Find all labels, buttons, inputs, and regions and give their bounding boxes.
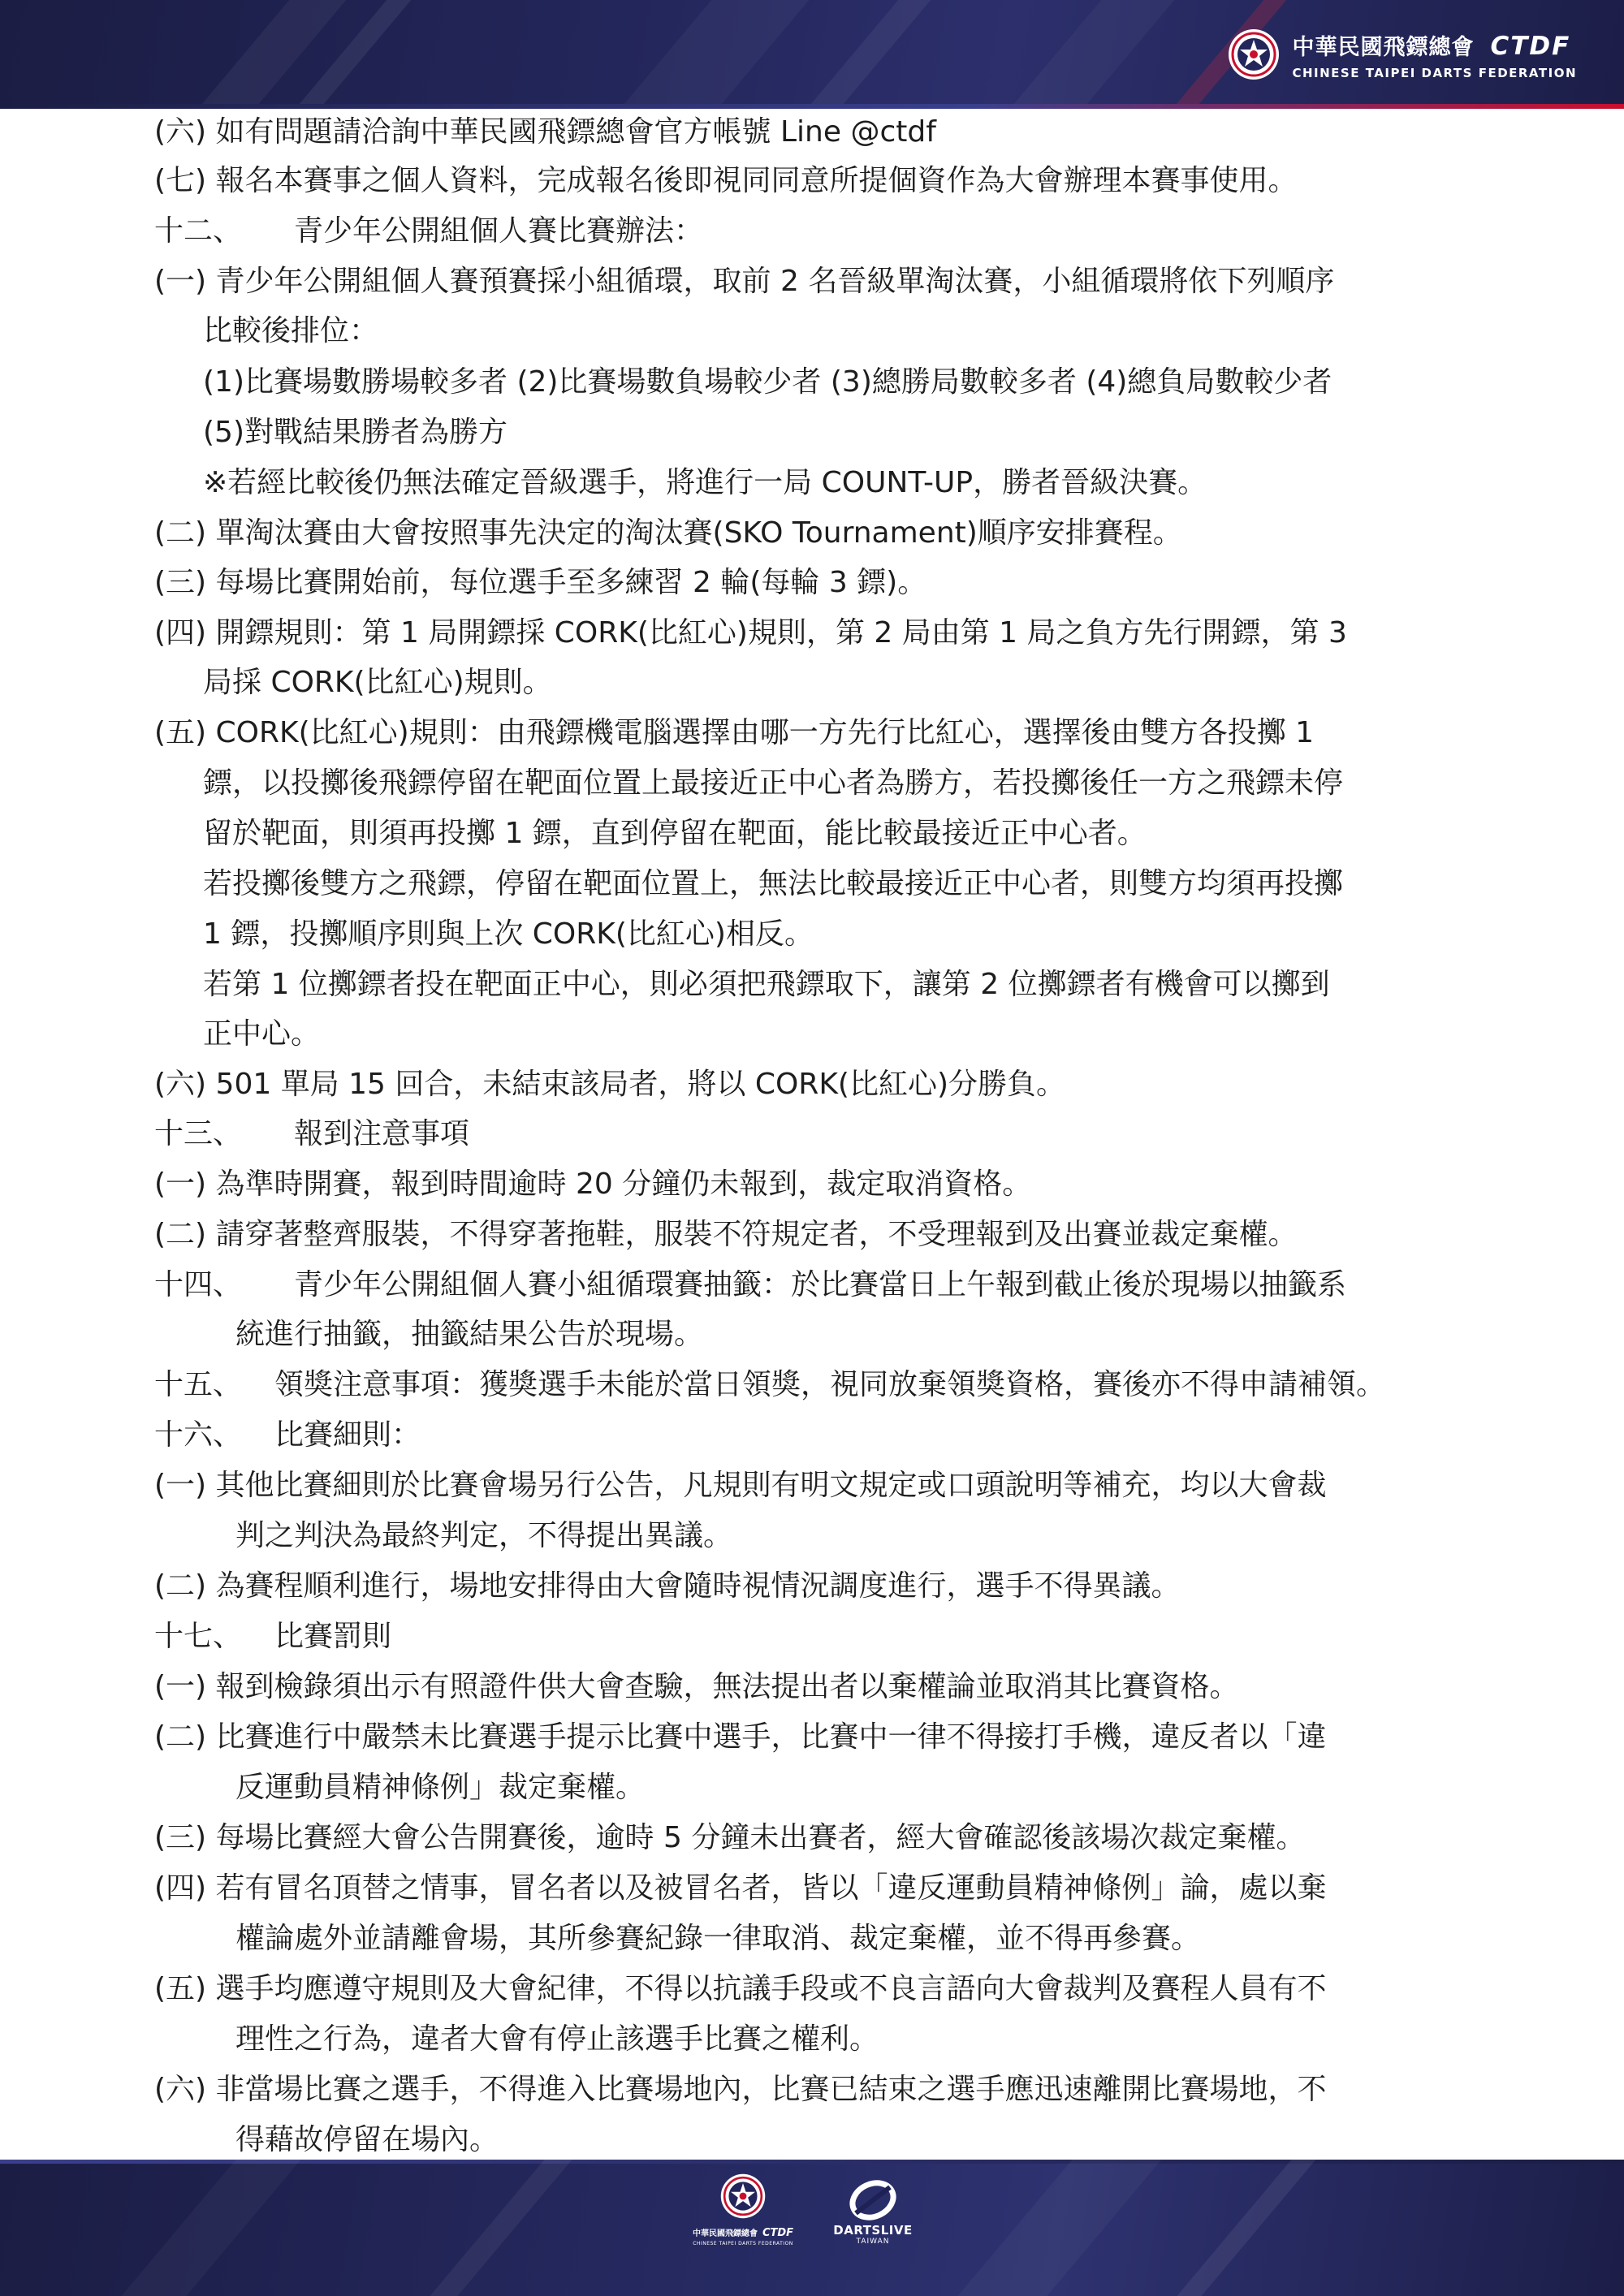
footer-ctdf-logo bbox=[690, 2173, 796, 2246]
header-accent-line bbox=[0, 104, 1624, 109]
ctdf-emblem-icon bbox=[1227, 28, 1281, 81]
section-number: 十三、 bbox=[154, 1117, 243, 1150]
body-line: (二) 比賽進行中嚴禁未比賽選手提示比賽中選手，比賽中一律不得接打手機，違反者以「違 bbox=[154, 1720, 1327, 1754]
footer-decor-stripe bbox=[430, 2160, 572, 2296]
section-title: 報到注意事項 bbox=[294, 1117, 470, 1150]
body-line: 若投擲後雙方之飛鏢，停留在靶面位置上，無法比較最接近正中心者，則雙方均須再投擲 bbox=[203, 867, 1344, 900]
header-brand-text bbox=[1292, 29, 1577, 80]
header-decor-stripe bbox=[1010, 0, 1174, 109]
footer-dartslive-logo bbox=[820, 2179, 926, 2246]
header-decor-stripe bbox=[807, 0, 931, 109]
section-number: 十二、 bbox=[154, 214, 243, 248]
body-line: (三) 每場比賽開始前，每位選手至多練習 2 輪(每輪 3 鏢)。 bbox=[154, 566, 927, 599]
footer-ctdf-abbr: CTDF bbox=[762, 2227, 794, 2239]
dartslive-logo-icon bbox=[844, 2179, 901, 2221]
section-title: 比賽罰則 bbox=[274, 1620, 392, 1653]
body-line: (四) 若有冒名頂替之情事，冒名者以及被冒名者，皆以「違反運動員精神條例」論，處以棄 bbox=[154, 1871, 1327, 1905]
body-line: 正中心。 bbox=[203, 1017, 321, 1051]
header-decor-stripe bbox=[620, 0, 809, 109]
body-line: 局採 CORK(比紅心)規則。 bbox=[203, 666, 552, 699]
section-number: 十七、 bbox=[154, 1620, 243, 1653]
section-heading bbox=[154, 1365, 1385, 1405]
body-line: 鏢，以投擲後飛鏢停留在靶面位置上最接近正中心者為勝方，若投擲後任一方之飛鏢未停 bbox=[203, 766, 1344, 800]
body-line: (五) CORK(比紅心)規則：由飛鏢機電腦選擇由哪一方先行比紅心，選擇後由雙方各投擲 1 bbox=[154, 716, 1315, 749]
body-line: (六) 如有問題請洽詢中華民國飛鏢總會官方帳號 Line @ctdf bbox=[154, 115, 936, 149]
section-heading bbox=[154, 1415, 421, 1456]
body-line: (七) 報名本賽事之個人資料，完成報名後即視同同意所提個資作為大會辦理本賽事使用。 bbox=[154, 164, 1298, 197]
body-line: (一) 報到檢錄須出示有照證件供大會查驗，無法提出者以棄權論並取消其比賽資格。 bbox=[154, 1670, 1239, 1703]
section-title: 領獎注意事項：獲獎選手未能於當日領獎，視同放棄領獎資格，賽後亦不得申請補領。 bbox=[274, 1368, 1386, 1401]
footer-ctdf-name-zh: 中華民國飛鏢總會 bbox=[692, 2229, 758, 2238]
body-line: (六) 非當場比賽之選手，不得進入比賽場地內，比賽已結束之選手應迅速離開比賽場地，不 bbox=[154, 2073, 1327, 2106]
footer-decor-stripe bbox=[1177, 2160, 1316, 2296]
body-line: (一) 青少年公開組個人賽預賽採小組循環，取前 2 名晉級單淘汰賽，小組循環將依下列順序 bbox=[154, 265, 1335, 298]
footer-ctdf-name-en: CHINESE TAIPEI DARTS FEDERATION bbox=[693, 2241, 793, 2246]
body-line: ※若經比較後仍無法確定晉級選手，將進行一局 COUNT-UP，勝者晉級決賽。 bbox=[203, 466, 1207, 499]
section-heading bbox=[154, 1114, 469, 1154]
body-line: 得藉故停留在場內。 bbox=[235, 2123, 499, 2156]
body-line: (一) 其他比賽細則於比賽會場另行公告，凡規則有明文規定或口頭說明等補充，均以大會裁 bbox=[154, 1469, 1327, 1502]
dartslive-name: DARTSLIVE bbox=[833, 2223, 913, 2238]
section-title: 青少年公開組個人賽比賽辦法： bbox=[294, 214, 704, 248]
dartslive-sub: TAIWAN bbox=[856, 2238, 890, 2246]
footer-decor-stripe bbox=[122, 2160, 301, 2296]
org-name-zh: 中華民國飛鏢總會 bbox=[1292, 34, 1475, 60]
section-heading bbox=[154, 211, 703, 252]
body-line: (1)比賽場數勝場較多者 (2)比賽場數負場較少者 (3)總勝局數較多者 (4)總負局數較少者 bbox=[203, 365, 1332, 399]
footer-decor-stripe bbox=[958, 2160, 1162, 2296]
body-line: (二) 為賽程順利進行，場地安排得由大會隨時視情況調度進行，選手不得異議。 bbox=[154, 1569, 1181, 1603]
body-line: 權論處外並請離會場，其所參賽紀錄一律取消、裁定棄權，並不得再參賽。 bbox=[235, 1922, 1201, 1955]
section-number: 十六、 bbox=[154, 1418, 243, 1452]
body-line: 反運動員精神條例」裁定棄權。 bbox=[235, 1771, 646, 1804]
body-line: 若第 1 位擲鏢者投在靶面正中心，則必須把飛鏢取下，讓第 2 位擲鏢者有機會可以擲到 bbox=[203, 968, 1330, 1001]
section-number: 十五、 bbox=[154, 1368, 243, 1401]
section-title: 比賽細則： bbox=[274, 1418, 421, 1452]
body-line: (二) 單淘汰賽由大會按照事先決定的淘汰賽(SKO Tournament)順序安排賽程。 bbox=[154, 516, 1182, 550]
page-footer bbox=[0, 2160, 1624, 2296]
ctdf-emblem-icon bbox=[719, 2173, 767, 2220]
header-brand bbox=[1227, 28, 1577, 81]
section-title: 青少年公開組個人賽小組循環賽抽籤：於比賽當日上午報到截止後於現場以抽籤系 bbox=[294, 1268, 1347, 1301]
section-number: 十四、 bbox=[154, 1268, 243, 1301]
body-line: 1 鏢，投擲順序則與上次 CORK(比紅心)相反。 bbox=[203, 917, 814, 951]
body-line: (二) 請穿著整齊服裝，不得穿著拖鞋，服裝不符規定者，不受理報到及出賽並裁定棄權。 bbox=[154, 1218, 1298, 1251]
body-line: (5)對戰結果勝者為勝方 bbox=[203, 416, 508, 449]
org-name-en: CHINESE TAIPEI DARTS FEDERATION bbox=[1292, 65, 1577, 80]
body-line: (六) 501 單局 15 回合，未結束該局者，將以 CORK(比紅心)分勝負。 bbox=[154, 1068, 1066, 1101]
body-line: 統進行抽籤，抽籤結果公告於現場。 bbox=[235, 1318, 704, 1351]
body-line: 理性之行為，違者大會有停止該選手比賽之權利。 bbox=[235, 2022, 879, 2056]
body-line: 比較後排位： bbox=[203, 314, 379, 347]
body-line: 判之判決為最終判定，不得提出異議。 bbox=[235, 1519, 733, 1552]
body-line: 留於靶面，則須再投擲 1 鏢，直到停留在靶面，能比較最接近正中心者。 bbox=[203, 817, 1147, 850]
body-line: (五) 選手均應遵守規則及大會紀律，不得以抗議手段或不良言語向大會裁判及賽程人員有不 bbox=[154, 1972, 1327, 2005]
org-abbr: CTDF bbox=[1490, 31, 1571, 61]
section-heading bbox=[154, 1616, 391, 1657]
body-line: (三) 每場比賽經大會公告開賽後，逾時 5 分鐘未出賽者，經大會確認後該場次裁定棄權。 bbox=[154, 1821, 1306, 1854]
body-line: (四) 開鏢規則：第 1 局開鏢採 CORK(比紅心)規則，第 2 局由第 1 局之負方先行開鏢，第 3 bbox=[154, 616, 1347, 650]
page-header bbox=[0, 0, 1624, 109]
section-heading bbox=[154, 1265, 1346, 1306]
body-line: (一) 為準時開賽，報到時間逾時 20 分鐘仍未報到，裁定取消資格。 bbox=[154, 1167, 1032, 1201]
